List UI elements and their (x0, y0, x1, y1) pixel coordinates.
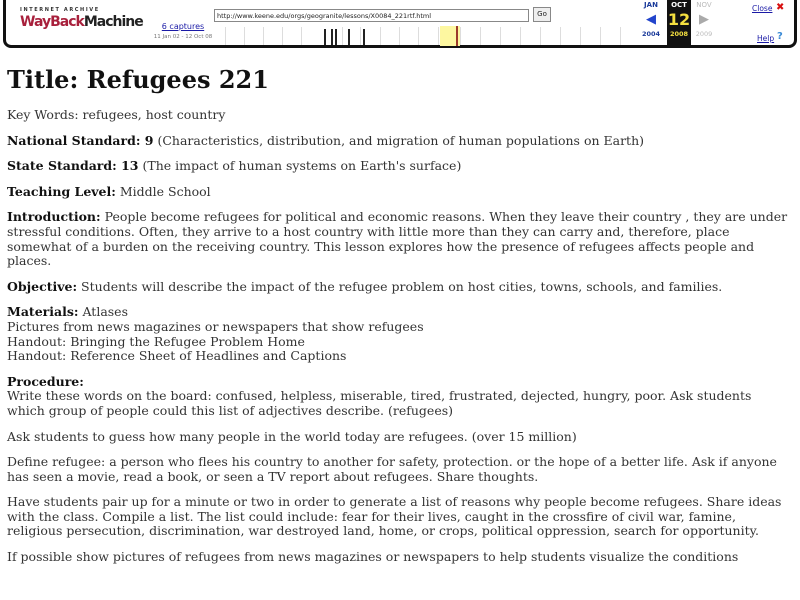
current-capture-marker[interactable] (456, 26, 458, 46)
procedure-step: Have students pair up for a minute or two in order to generate a list of reasons why people become refugees. Share ideas with the class. Compile a list. The list could include: fear for their lives, caught in the crossfire of civil war, famine, religious persecution, discrimination, war destroyed land, home, or crops, political oppression, search for opportunity. (7, 494, 782, 539)
captures-link[interactable]: 6 captures (161, 22, 205, 31)
materials: Materials: Atlases Pictures from news magazines or newspapers that show refugees Handout: Bringing the Refugee Problem Home Handout: Reference Sheet of Headlines and Captions (7, 304, 424, 364)
page-title: Title: Refugees 221 (7, 65, 269, 94)
capture-bar[interactable] (348, 29, 350, 45)
introduction: Introduction: People become refugees for political and economic reasons. When they leave their country , they are under stressful conditions. Often, they arrive to a host country with little more than they can carry and, therefore, place somewhat of a burden on the receiving country. This lesson explores how the presence of refugees affects people and places. (7, 209, 788, 269)
next-arrow-icon: ▶ (699, 12, 709, 27)
help-link[interactable]: Help (757, 34, 775, 43)
procedure-step: Procedure: Write these words on the board: confused, helpless, miserable, tired, frustrated, dejected, hungry, poor. Ask students which group of people could this list of adjectives describe. (refugees) (7, 373, 752, 418)
prev-arrow-icon[interactable]: ◀ (646, 12, 656, 27)
close-icon[interactable]: ✖ (776, 2, 785, 13)
logo-internet-archive: INTERNET ARCHIVE (20, 7, 100, 13)
help-icon[interactable]: ? (777, 31, 783, 42)
captures-info (138, 22, 228, 40)
state-standard: State Standard: 13 (The impact of human systems on Earth's surface) (7, 158, 462, 174)
close-link[interactable]: Close (752, 4, 773, 13)
capture-bar[interactable] (335, 29, 337, 45)
procedure-step: Define refugee: a person who flees his country to another for safety, protection. or the hope of a better life. Ask if anyone has seen a movie, read a book, or seen a TV report about refugees. Share thoughts. (7, 454, 777, 484)
url-input[interactable] (214, 9, 529, 22)
national-standard: National Standard: 9 (Characteristics, distribution, and migration of human populations on Earth) (7, 132, 644, 148)
wayback-logo[interactable] (20, 7, 143, 30)
capture-bar[interactable] (331, 29, 333, 45)
capture-bar[interactable] (363, 29, 365, 45)
procedure-step: Ask students to guess how many people in the world today are refugees. (over 15 million) (7, 428, 577, 444)
teaching-level: Teaching Level: Middle School (7, 183, 211, 199)
next-capture: NOV ▶ 2009 (692, 0, 716, 40)
capture-bar[interactable] (324, 29, 326, 45)
captures-range: 11 Jan 02 - 12 Oct 08 (153, 34, 213, 40)
lesson-document (7, 66, 793, 576)
current-capture-date: OCT 12 2008 (667, 0, 691, 46)
procedure-step: If possible show pictures of refugees from news magazines or newspapers to help students visualize the conditions (7, 549, 739, 565)
logo-wayback-machine: WayBackMachine (20, 14, 143, 30)
go-button[interactable]: Go (533, 7, 551, 22)
capture-timeline[interactable] (222, 25, 632, 47)
key-words: Key Words: refugees, host country (7, 107, 226, 122)
objective: Objective: Students will describe the impact of the refugee problem on host cities, towns, schools, and families. (7, 278, 723, 294)
prev-capture[interactable]: JAN ◀ 2004 (637, 0, 665, 40)
